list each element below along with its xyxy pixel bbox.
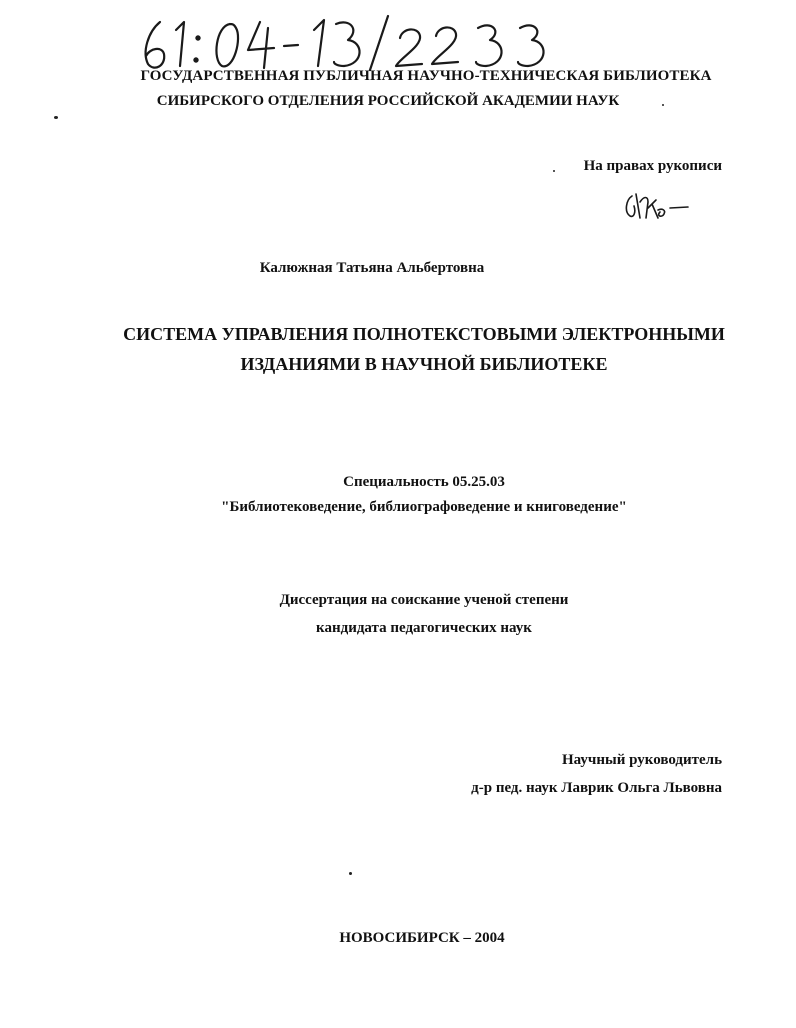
city-year: НОВОСИБИРСК – 2004 [339,930,505,946]
institution-line-1: ГОСУДАРСТВЕННАЯ ПУБЛИЧНАЯ НАУЧНО-ТЕХНИЧЕСКАЯ БИБЛИОТЕКА [140,68,712,84]
scan-speck [662,104,664,106]
dissertation-title-line-2: ИЗДАНИЯМИ В НАУЧНОЙ БИБЛИОТЕКЕ [240,354,608,374]
dissertation-title-line-1: СИСТЕМА УПРАВЛЕНИЯ ПОЛНОТЕКСТОВЫМИ ЭЛЕКТРОННЫМИ [123,324,725,344]
degree-line-1: Диссертация на соискание ученой степени [279,592,569,608]
supervisor-name: д-р пед. наук Лаврик Ольга Львовна [471,780,722,796]
supervisor-label: Научный руководитель [562,752,722,768]
specialty-name: "Библиотековедение, библиографоведение и книговедение" [221,499,627,515]
signature-mark [622,188,694,224]
specialty-code: Специальность 05.25.03 [343,474,505,490]
author-name: Калюжная Татьяна Альбертовна [259,260,485,276]
scan-speck [54,116,58,119]
degree-line-2: кандидата педагогических наук [316,620,532,636]
scan-speck [349,872,352,875]
scan-speck [553,170,555,172]
institution-line-2: СИБИРСКОГО ОТДЕЛЕНИЯ РОССИЙСКОЙ АКАДЕМИИ НАУК [156,93,620,109]
rights-label: На правах рукописи [583,158,722,174]
handwritten-catalog-number [138,8,558,74]
